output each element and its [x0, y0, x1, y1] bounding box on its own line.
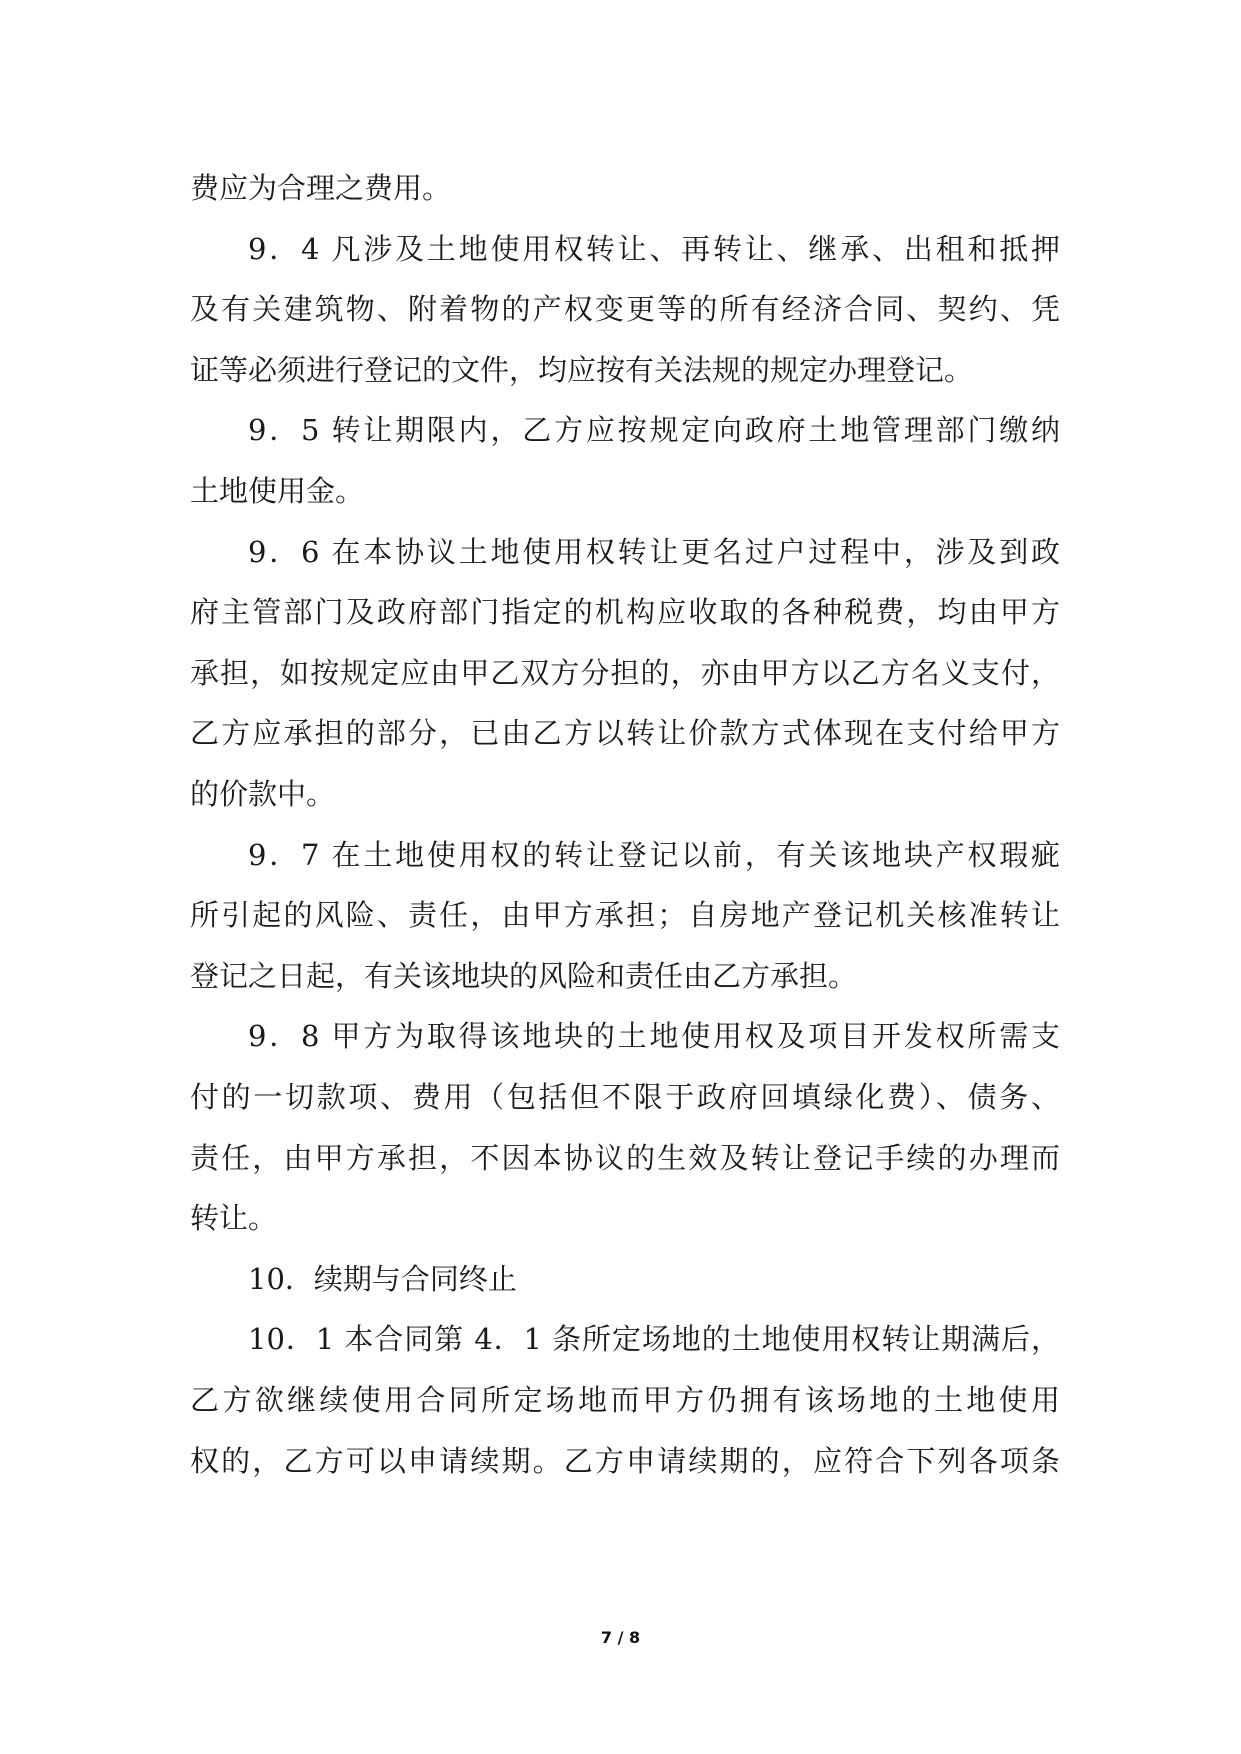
text-line: 权的，乙方可以申请续期。乙方申请续期的，应符合下列各项条 — [190, 1443, 1060, 1478]
text-line: 9．6 在本协议土地使用权转让更名过户过程中，涉及到政 — [248, 534, 1060, 569]
text-line: 府主管部门及政府部门指定的机构应收取的各种税费，均由甲方 — [190, 595, 1060, 630]
text-line: 转让。 — [190, 1201, 278, 1236]
text-line: 土地使用金。 — [190, 474, 365, 508]
text-line: 登记之日起，有关该地块的风险和责任由乙方承担。 — [190, 958, 858, 993]
page-number: 7 / 8 — [600, 1628, 641, 1647]
text-line: 及有关建筑物、附着物的产权变更等的所有经济合同、契约、凭 — [190, 292, 1060, 327]
text-line: 所引起的风险、责任，由甲方承担；自房地产登记机关核准转让 — [190, 898, 1060, 933]
text-line: 的价款中。 — [190, 777, 336, 811]
text-line: 9．7 在土地使用权的转让登记以前，有关该地块产权瑕疵 — [248, 837, 1060, 872]
text-line: 责任，由甲方承担，不因本协议的生效及转让登记手续的办理而 — [190, 1140, 1060, 1175]
text-line: 9．5 转让期限内，乙方应按规定向政府土地管理部门缴纳 — [248, 413, 1060, 448]
text-line: 9．4 凡涉及土地使用权转让、再转让、继承、出租和抵押 — [248, 231, 1060, 266]
text-line: 承担，如按规定应由甲乙双方分担的，亦由甲方以乙方名义支付， — [190, 655, 1060, 690]
text-line: 乙方应承担的部分，已由乙方以转让价款方式体现在支付给甲方 — [190, 716, 1060, 751]
text-line: 费应为合理之费用。 — [190, 171, 452, 205]
text-line: 乙方欲继续使用合同所定场地而甲方仍拥有该场地的土地使用 — [190, 1383, 1060, 1417]
text-line: 10．1 本合同第 4．1 条所定场地的土地使用权转让期满后， — [248, 1322, 1060, 1357]
text-line: 10．续期与合同终止 — [248, 1261, 517, 1296]
text-line: 付的一切款项、费用（包括但不限于政府回填绿化费）、债务、 — [190, 1080, 1060, 1114]
text-line: 9．8 甲方为取得该地块的土地使用权及项目开发权所需支 — [248, 1019, 1060, 1054]
text-line: 证等必须进行登记的文件，均应按有关法规的规定办理登记。 — [190, 352, 974, 387]
